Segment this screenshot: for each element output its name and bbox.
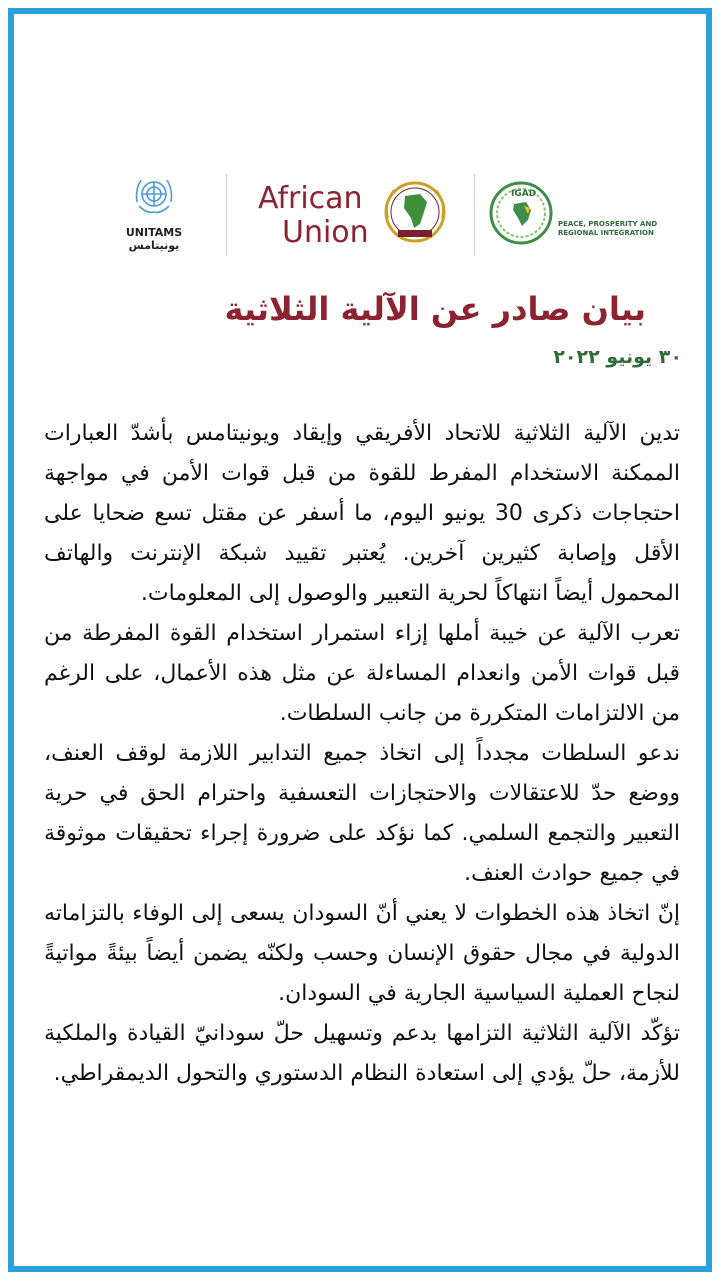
unitams-arabic-name: يونيتامس — [128, 239, 180, 252]
paragraph: تعرب الآلية عن خيبة أملها إزاء استمرار استخدام القوة المفرطة من قبل قوات الأمن وانعدام المساءلة عن مثل هذه الأعمال، على الرغم من الالتزامات المتكررة من جانب السلطات. — [44, 621, 680, 726]
au-wordmark-line2: Union — [282, 215, 369, 250]
document-date: ٣٠ يونيو ٢٠٢٢ — [553, 346, 682, 368]
igad-tagline — [558, 220, 657, 238]
statement-body — [44, 414, 680, 1094]
au-wordmark-line1: African — [258, 181, 363, 216]
igad-logo — [488, 180, 688, 250]
document-frame — [8, 8, 712, 1272]
paragraph: تؤكّد الآلية الثلاثية التزامها بدعم وتسهيل حلّ سودانيّ القيادة والملكية للأزمة، حلّ يؤدي إلى استعادة النظام الدستوري والتحول الديمقراطي. — [44, 1021, 680, 1086]
igad-tagline-line1: PEACE, PROSPERITY AND — [558, 220, 658, 228]
logo-divider — [226, 174, 227, 256]
paragraph: تدين الآلية الثلاثية للاتحاد الأفريقي وإيقاد ويونيتامس بأشدّ العبارات الممكنة الاستخدام المفرط للقوة من قبل قوات الأمن في مواجهة احتجاجات ذكرى 30 يونيو اليوم، ما أسفر عن مقتل تسع ضحايا على الأقل وإصابة كثيرين آخرين. يُعتبر تقييد شبكة الإنترنت والهاتف المحمول أيضاً انتهاكاً لحرية التعبير والوصول إلى المعلومات. — [44, 421, 680, 606]
logo-header — [14, 164, 718, 274]
unitams-logo — [114, 172, 194, 252]
au-emblem-icon — [380, 178, 450, 252]
document-title: بيان صادر عن الآلية الثلاثية — [224, 290, 646, 328]
igad-tagline-line2: REGIONAL INTEGRATION — [558, 229, 654, 237]
logo-divider — [474, 174, 475, 256]
paragraph: ندعو السلطات مجدداً إلى اتخاذ جميع التدابير اللازمة لوقف العنف، ووضع حدّ للاعتقالات والاحتجازات التعسفية واحترام الحق في حرية التعبير والتجمع السلمي. كما نؤكد على ضرورة إجراء تحقيقات موثوقة في جميع حوادث العنف. — [44, 741, 680, 886]
african-union-logo — [252, 174, 452, 254]
paragraph: إنّ اتخاذ هذه الخطوات لا يعني أنّ السودان يسعى إلى الوفاء بالتزاماته الدولية في مجال حقوق الإنسان وحسب ولكنّه يضمن أيضاً بيئةً مواتيةً لنجاح العملية السياسية الجارية في السودان. — [44, 901, 680, 1006]
unitams-name: UNITAMS — [125, 226, 183, 239]
un-emblem-icon — [127, 172, 181, 220]
igad-badge-text: IGAD — [511, 189, 537, 199]
